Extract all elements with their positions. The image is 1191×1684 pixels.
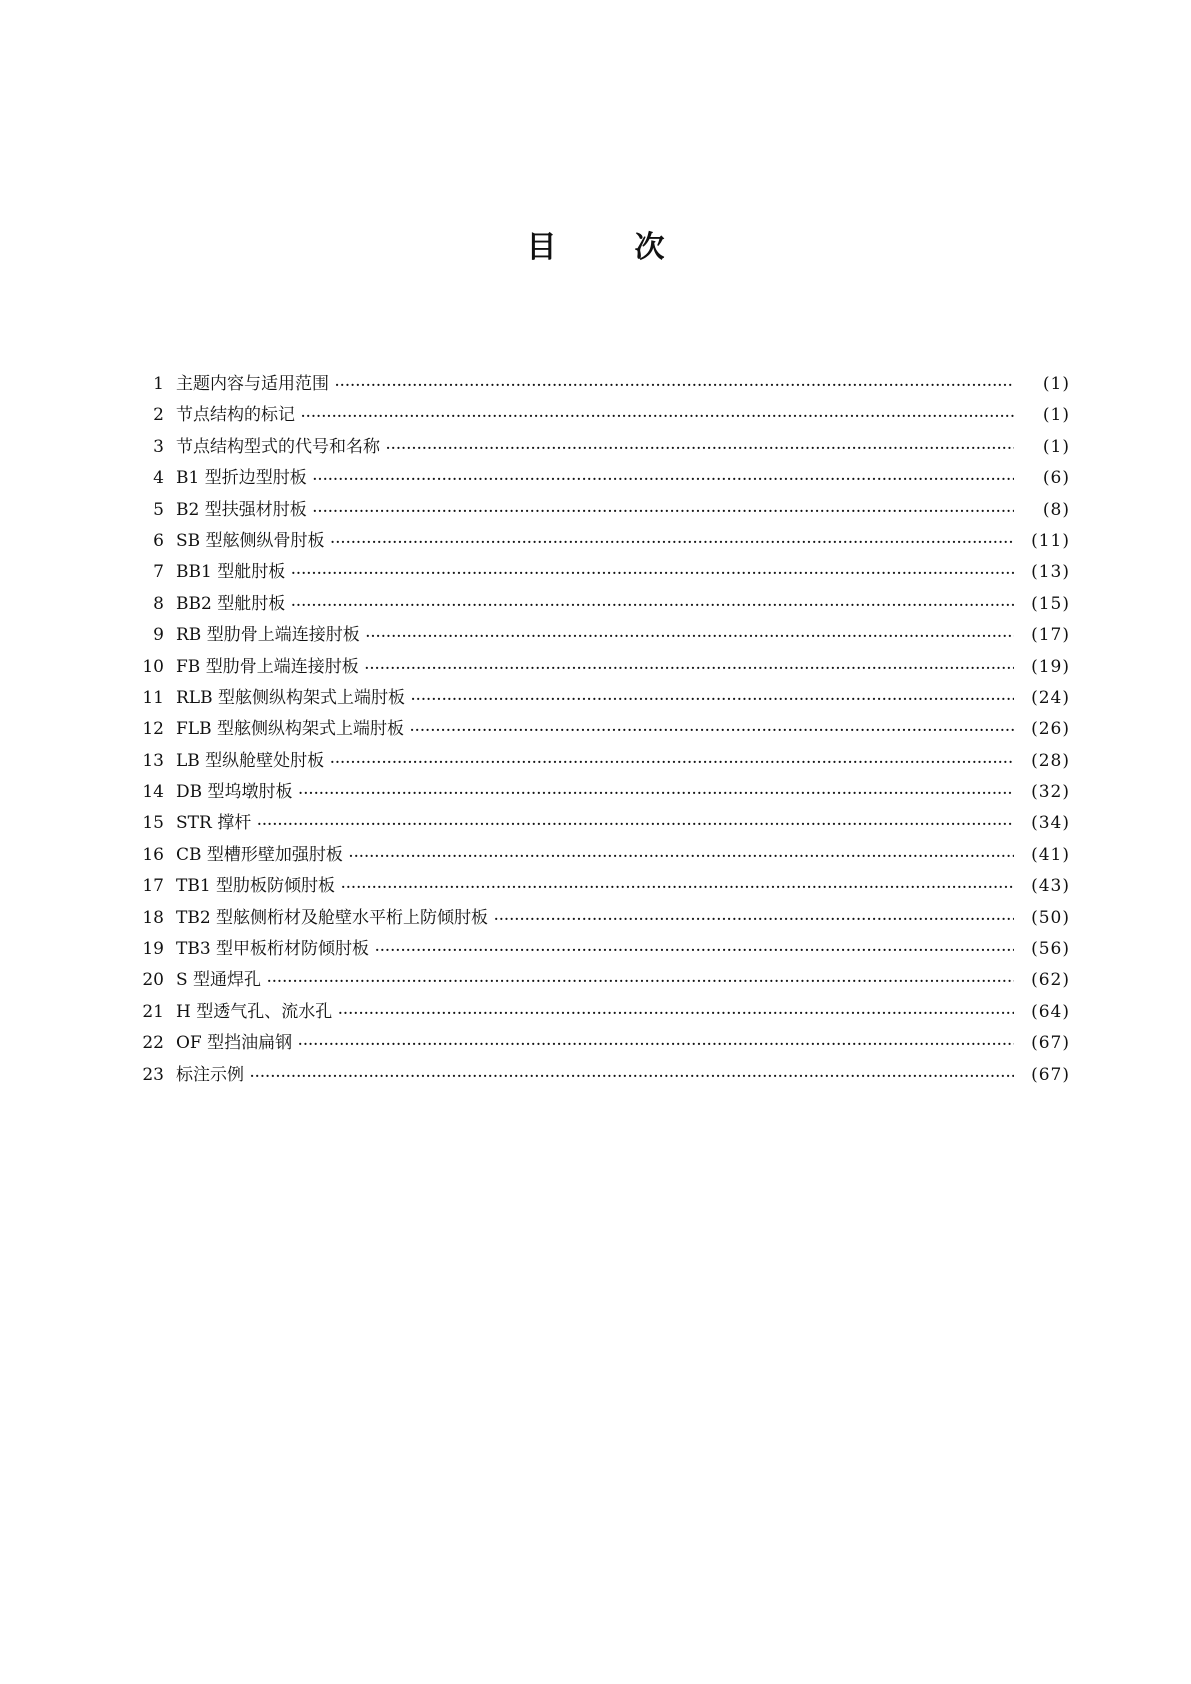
toc-entry bbox=[140, 526, 1070, 557]
toc-number: 5 bbox=[153, 499, 164, 520]
toc-entry bbox=[140, 808, 1070, 839]
toc-leader bbox=[301, 409, 1014, 423]
toc-label: DB 型坞墩肘板 bbox=[176, 782, 293, 803]
toc-number: 4 bbox=[153, 468, 164, 489]
toc-leader bbox=[298, 1037, 1014, 1051]
toc-page: (17) bbox=[1031, 625, 1070, 646]
toc-page: (1) bbox=[1042, 436, 1070, 457]
toc-number: 10 bbox=[142, 656, 164, 677]
toc-label: TB3 型甲板桁材防倾肘板 bbox=[176, 939, 370, 960]
toc-number: 15 bbox=[142, 813, 164, 834]
toc-leader bbox=[410, 723, 1014, 737]
toc-entry bbox=[140, 840, 1070, 871]
toc-number: 19 bbox=[142, 939, 164, 960]
toc-page: (56) bbox=[1031, 939, 1070, 960]
toc-label: 节点结构的标记 bbox=[176, 405, 295, 426]
toc-label: STR 撑杆 bbox=[176, 813, 252, 834]
toc-label: RB 型肋骨上端连接肘板 bbox=[176, 625, 360, 646]
toc-label: RLB 型舷侧纵构架式上端肘板 bbox=[176, 687, 405, 708]
toc-number: 17 bbox=[142, 876, 164, 897]
toc-entry bbox=[140, 714, 1070, 745]
toc-page: (32) bbox=[1031, 782, 1070, 803]
toc-number: 13 bbox=[142, 750, 164, 771]
toc-page: (8) bbox=[1042, 499, 1070, 520]
toc-number: 8 bbox=[153, 593, 164, 614]
toc-entry bbox=[140, 997, 1070, 1028]
toc-label: CB 型槽形壁加强肘板 bbox=[176, 844, 343, 865]
toc-leader bbox=[330, 755, 1014, 769]
toc-label: SB 型舷侧纵骨肘板 bbox=[176, 530, 325, 551]
toc-number: 1 bbox=[153, 374, 164, 394]
toc-label: B1 型折边型肘板 bbox=[176, 468, 307, 489]
toc-label: 标注示例 bbox=[176, 1064, 244, 1085]
toc-entry bbox=[140, 400, 1070, 431]
toc-leader bbox=[341, 880, 1014, 894]
toc-entry bbox=[140, 683, 1070, 714]
toc-leader bbox=[299, 786, 1014, 800]
toc-page: (62) bbox=[1031, 970, 1070, 991]
toc-entry bbox=[140, 965, 1070, 996]
toc-leader bbox=[494, 912, 1014, 926]
toc-page: (64) bbox=[1031, 1001, 1070, 1022]
toc-page: (41) bbox=[1031, 844, 1070, 865]
toc-page: (67) bbox=[1031, 1064, 1070, 1085]
toc-entry bbox=[140, 746, 1070, 777]
toc-entry bbox=[140, 1060, 1070, 1091]
toc-entry bbox=[140, 934, 1070, 965]
toc-entry bbox=[140, 589, 1070, 620]
toc-leader bbox=[313, 504, 1014, 518]
toc-leader bbox=[338, 1006, 1014, 1020]
toc-label: FB 型肋骨上端连接肘板 bbox=[176, 656, 359, 677]
toc-entry bbox=[140, 463, 1070, 494]
toc-number: 11 bbox=[142, 687, 164, 708]
toc-entry bbox=[140, 1028, 1070, 1059]
toc-page: (34) bbox=[1031, 813, 1070, 834]
toc-label: B2 型扶强材肘板 bbox=[176, 499, 307, 520]
toc-label: 节点结构型式的代号和名称 bbox=[176, 436, 380, 457]
toc-number: 9 bbox=[153, 625, 164, 646]
toc-leader bbox=[365, 661, 1014, 675]
toc-page: (67) bbox=[1031, 1033, 1070, 1054]
toc-page: (28) bbox=[1031, 750, 1070, 771]
toc-leader bbox=[375, 943, 1014, 957]
toc-page: (15) bbox=[1031, 593, 1070, 614]
toc-number: 7 bbox=[153, 562, 164, 583]
toc-page: (24) bbox=[1031, 687, 1070, 708]
toc-number: 2 bbox=[153, 405, 164, 426]
toc-page: (50) bbox=[1031, 907, 1070, 928]
toc-leader bbox=[267, 974, 1014, 988]
toc-page: (13) bbox=[1031, 562, 1070, 583]
toc-number: 18 bbox=[142, 907, 164, 928]
toc-entry bbox=[140, 871, 1070, 902]
toc-leader bbox=[349, 849, 1014, 863]
title-char-2: 次 bbox=[634, 230, 665, 265]
toc-entry bbox=[140, 369, 1070, 400]
toc-number: 20 bbox=[142, 970, 164, 991]
toc-leader bbox=[313, 472, 1014, 486]
title-char-1: 目 bbox=[526, 230, 557, 265]
toc-page: (1) bbox=[1042, 405, 1070, 426]
toc-leader bbox=[250, 1069, 1014, 1083]
toc-leader bbox=[335, 378, 1014, 392]
toc-label: BB2 型舭肘板 bbox=[176, 593, 286, 614]
table-of-contents bbox=[140, 369, 1070, 1091]
toc-label: S 型通焊孔 bbox=[176, 970, 262, 991]
toc-label: 主题内容与适用范围 bbox=[176, 374, 329, 394]
toc-label: BB1 型舭肘板 bbox=[176, 562, 286, 583]
toc-leader bbox=[257, 817, 1014, 831]
toc-entry bbox=[140, 777, 1070, 808]
toc-number: 21 bbox=[142, 1001, 164, 1022]
toc-leader bbox=[411, 692, 1014, 706]
toc-number: 12 bbox=[142, 719, 164, 740]
toc-leader bbox=[291, 598, 1014, 612]
toc-number: 22 bbox=[142, 1033, 164, 1054]
toc-page: (19) bbox=[1031, 656, 1070, 677]
toc-number: 6 bbox=[153, 530, 164, 551]
toc-leader bbox=[291, 566, 1014, 580]
toc-label: OF 型挡油扁钢 bbox=[176, 1033, 293, 1054]
toc-number: 23 bbox=[142, 1064, 164, 1085]
toc-entry bbox=[140, 620, 1070, 651]
toc-label: LB 型纵舱壁处肘板 bbox=[176, 750, 325, 771]
toc-label: H 型透气孔、流水孔 bbox=[176, 1001, 333, 1022]
toc-page: (6) bbox=[1042, 468, 1070, 489]
toc-entry bbox=[140, 652, 1070, 683]
toc-page: (43) bbox=[1031, 876, 1070, 897]
toc-label: FLB 型舷侧纵构架式上端肘板 bbox=[176, 719, 404, 740]
toc-entry bbox=[140, 903, 1070, 934]
toc-label: TB1 型肋板防倾肘板 bbox=[176, 876, 336, 897]
toc-number: 3 bbox=[153, 436, 164, 457]
toc-page: (11) bbox=[1031, 530, 1070, 551]
toc-entry bbox=[140, 432, 1070, 463]
toc-leader bbox=[331, 535, 1014, 549]
toc-label: TB2 型舷侧桁材及舱壁水平桁上防倾肘板 bbox=[176, 907, 489, 928]
toc-entry bbox=[140, 495, 1070, 526]
toc-leader bbox=[366, 629, 1014, 643]
toc-page: (1) bbox=[1042, 374, 1070, 394]
page-title bbox=[0, 222, 1191, 266]
toc-number: 16 bbox=[142, 844, 164, 865]
toc-leader bbox=[386, 441, 1014, 455]
toc-number: 14 bbox=[142, 782, 164, 803]
toc-entry bbox=[140, 557, 1070, 588]
toc-page: (26) bbox=[1031, 719, 1070, 740]
